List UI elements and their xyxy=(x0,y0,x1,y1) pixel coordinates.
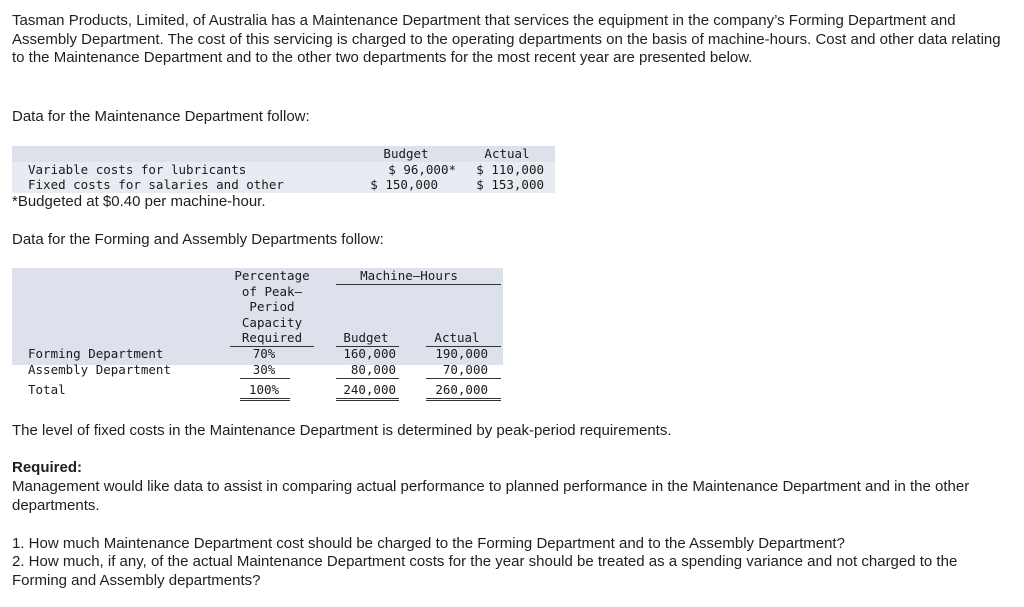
row-label-variable-costs: Variable costs for lubricants xyxy=(28,162,247,177)
actual-total-rule xyxy=(426,378,501,379)
cell-variable-actual: $ 110,000 xyxy=(476,162,544,177)
cell-fixed-actual: $ 153,000 xyxy=(476,177,544,192)
cell-fixed-budget: $ 150,000 xyxy=(370,177,438,192)
cell-assembly-actual: 70,000 xyxy=(442,362,488,377)
budget-total-rule xyxy=(336,378,399,379)
pct-header-line-4: Capacity xyxy=(241,314,303,330)
budget-double-rule-top xyxy=(336,398,399,399)
required-text: Management would like data to assist in comparing actual performance to planned performance in the Maintenance Department and in the other departments. xyxy=(12,478,970,514)
intro-paragraph: Tasman Products, Limited, of Australia has a Maintenance Department that services the equipment in the company’s Forming Department and Assembly Department. The cost of this servicing is charged to the operating departments on the basis of machine-hours. Cost and other data relating to the Maintenance Department and to the other two departments for the most recent year are presented below. xyxy=(12,12,1001,66)
cell-total-actual: 260,000 xyxy=(435,382,488,397)
cell-forming-actual: 190,000 xyxy=(435,346,488,361)
maintenance-heading: Data for the Maintenance Department follow: xyxy=(12,108,310,125)
actual-double-rule-bottom xyxy=(426,400,501,401)
pct-total-rule xyxy=(240,378,290,379)
pct-header-line-1: Percentage xyxy=(234,268,310,283)
row-label-total: Total xyxy=(28,382,66,397)
departments-data-table xyxy=(12,268,503,400)
question-2: 2. How much, if any, of the actual Maintenance Department costs for the year should be treated as a spending variance and not charged to the Forming and Assembly departments? xyxy=(12,553,958,589)
question-1: 1. How much Maintenance Department cost should be charged to the Forming Department and to the Assembly Department? xyxy=(12,535,845,552)
pct-header-line-3: Period xyxy=(249,299,295,314)
row-label-assembly: Assembly Department xyxy=(28,362,171,377)
maintenance-data-table xyxy=(12,146,555,192)
column-header-actual: Actual xyxy=(484,146,530,161)
cell-forming-budget: 160,000 xyxy=(343,346,396,361)
budget-double-rule-bottom xyxy=(336,400,399,401)
machine-hours-underline xyxy=(336,284,501,285)
budget-footnote: *Budgeted at $0.40 per machine-hour. xyxy=(12,193,266,210)
pct-header-line-2: of Peak– xyxy=(241,283,303,299)
pct-double-rule-top xyxy=(240,398,290,399)
pct-double-rule-bottom xyxy=(240,400,290,401)
cell-assembly-pct: 30% xyxy=(252,362,276,377)
cell-total-budget: 240,000 xyxy=(343,382,396,397)
machine-hours-header: Machine–Hours xyxy=(360,268,458,283)
row-label-forming: Forming Department xyxy=(28,346,164,361)
actual-double-rule-top xyxy=(426,398,501,399)
cell-variable-budget: $ 96,000* xyxy=(388,162,456,177)
column-header-budget: Budget xyxy=(343,330,389,345)
required-heading: Required: xyxy=(12,459,83,476)
column-header-budget: Budget xyxy=(383,146,429,161)
fixed-cost-note: The level of fixed costs in the Maintenance Department is determined by peak-period requirements. xyxy=(12,422,672,439)
departments-heading: Data for the Forming and Assembly Departments follow: xyxy=(12,231,384,248)
cell-assembly-budget: 80,000 xyxy=(350,362,396,377)
column-header-actual: Actual xyxy=(434,330,480,345)
cell-forming-pct: 70% xyxy=(252,346,276,361)
pct-header-line-5: Required xyxy=(241,330,303,345)
cell-total-pct: 100% xyxy=(248,382,280,397)
row-label-fixed-costs: Fixed costs for salaries and other xyxy=(28,177,284,192)
